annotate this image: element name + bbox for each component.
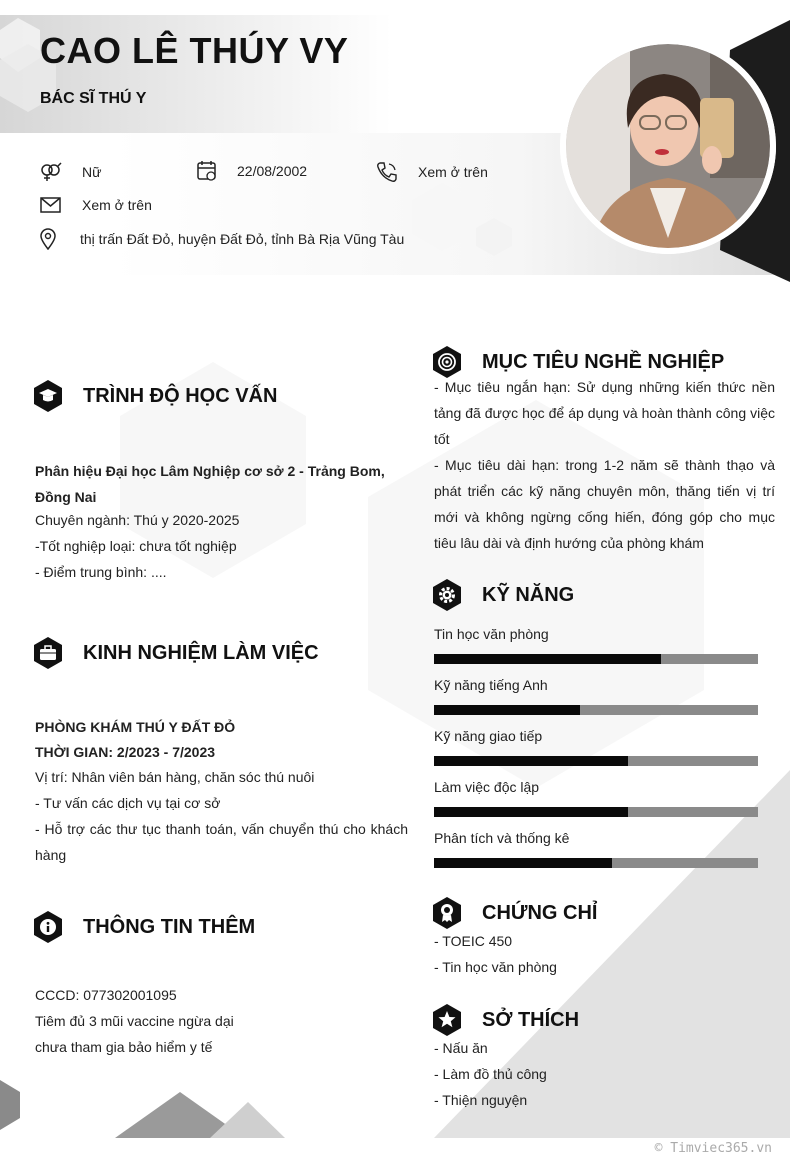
gender-value: Nữ [82,164,102,180]
education-title-text: TRÌNH ĐỘ HỌC VẤN [83,384,278,407]
skill-bar [434,858,758,868]
hobby-item: - Làm đồ thủ công [434,1066,547,1082]
education-line: Chuyên ngành: Thú y 2020-2025 [35,512,240,528]
certificates-title-text: CHỨNG CHỈ [482,901,598,924]
skill-bar [434,807,758,817]
additional-line: Tiêm đủ 3 mũi vaccine ngừa dại [35,1013,234,1029]
certificate-item: - Tin học văn phòng [434,959,557,975]
job-title: BÁC SĨ THÚ Y [40,90,147,107]
profile-photo [560,38,776,254]
footer-credit: © Timviec365.vn [654,1141,772,1156]
skill-label: Phân tích và thống kê [434,830,570,846]
education-school: Phân hiệu Đại học Lâm Nghiệp cơ sở 2 - Trảng Bom, Đồng Nai [35,463,385,505]
skill-bar [434,705,758,715]
avatar [560,38,776,254]
experience-title-text: KINH NGHIỆM LÀM VIỆC [83,641,319,664]
graduation-cap-icon [33,380,63,412]
hobbies-section-title [432,1004,579,1036]
skill-label: Kỹ năng giao tiếp [434,728,543,744]
objective-title-text: MỤC TIÊU NGHỀ NGHIỆP [482,350,725,373]
skill-bar-fill [434,705,580,715]
address-value: thị trấn Đất Đỏ, huyện Đất Đỏ, tỉnh Bà Rịa Vũng Tàu [80,231,405,247]
candidate-name: CAO LÊ THÚY VY [40,30,349,71]
certificate-item: - TOEIC 450 [434,933,513,949]
experience-section-title [33,637,319,669]
hobbies-title-text: SỞ THÍCH [482,1008,580,1031]
experience-period: THỜI GIAN: 2/2023 - 7/2023 [35,744,216,760]
envelope-icon [40,196,62,214]
certificate-icon [432,897,462,929]
skill-label: Làm việc độc lập [434,779,540,795]
map-pin-icon [40,228,60,250]
phone-icon [376,161,398,183]
education-line: -Tốt nghiệp loại: chưa tốt nghiệp [35,538,237,554]
skills-section-title [432,579,574,611]
skill-bar [434,654,758,664]
contact-address [40,228,404,250]
skills-title-text: KỸ NĂNG [482,583,575,606]
skill-bar-fill [434,807,628,817]
education-section-title [33,380,277,412]
calendar-icon [197,160,217,182]
additional-line: chưa tham gia bảo hiểm y tế [35,1039,213,1055]
skill-label: Tin học văn phòng [434,626,549,642]
gender-icon [40,162,62,182]
contact-gender [40,162,101,182]
certificates-section-title [432,897,597,929]
additional-line: CCCD: 077302001095 [35,987,177,1003]
info-icon [33,911,63,943]
skill-label: Kỹ năng tiếng Anh [434,677,548,693]
additional-section-title [33,911,255,943]
briefcase-icon [33,637,63,669]
skill-bar-fill [434,654,661,664]
skill-bar-fill [434,756,628,766]
experience-line: - Hỗ trợ các thư tục thanh toán, vấn chuyển thú cho khách hàng [35,821,408,863]
skill-bar-fill [434,858,612,868]
contact-email [40,196,152,214]
contact-phone [376,161,488,183]
experience-line: - Tư vấn các dịch vụ tại cơ sở [35,795,221,811]
skill-bar [434,756,758,766]
experience-company: PHÒNG KHÁM THÚ Y ĐẤT ĐỎ [35,719,236,735]
hobby-item: - Thiện nguyện [434,1092,528,1108]
additional-title-text: THÔNG TIN THÊM [83,915,256,938]
star-icon [432,1004,462,1036]
gear-icon [432,579,462,611]
phone-value: Xem ở trên [418,164,488,180]
birthday-value: 22/08/2002 [237,163,308,179]
objective-long-term: - Mục tiêu dài hạn: trong 1-2 năm sẽ thành thạo và phát triển các kỹ năng chuyên môn, thăng tiến vị trí mới và không ngừng cống hiến, đóng góp cho mục tiêu lâu dài và định hướng của phòng khám [434,457,775,551]
email-value: Xem ở trên [82,197,152,213]
hobby-item: - Nấu ăn [434,1040,488,1056]
contact-birthday [197,160,307,182]
experience-line: Vị trí: Nhân viên bán hàng, chăn sóc thú nuôi [35,769,315,785]
education-line: - Điểm trung bình: .... [35,564,167,580]
objective-short-term: - Mục tiêu ngắn hạn: Sử dụng những kiến thức nền tảng đã được học để áp dụng và hoàn thành công việc tốt [434,379,775,447]
